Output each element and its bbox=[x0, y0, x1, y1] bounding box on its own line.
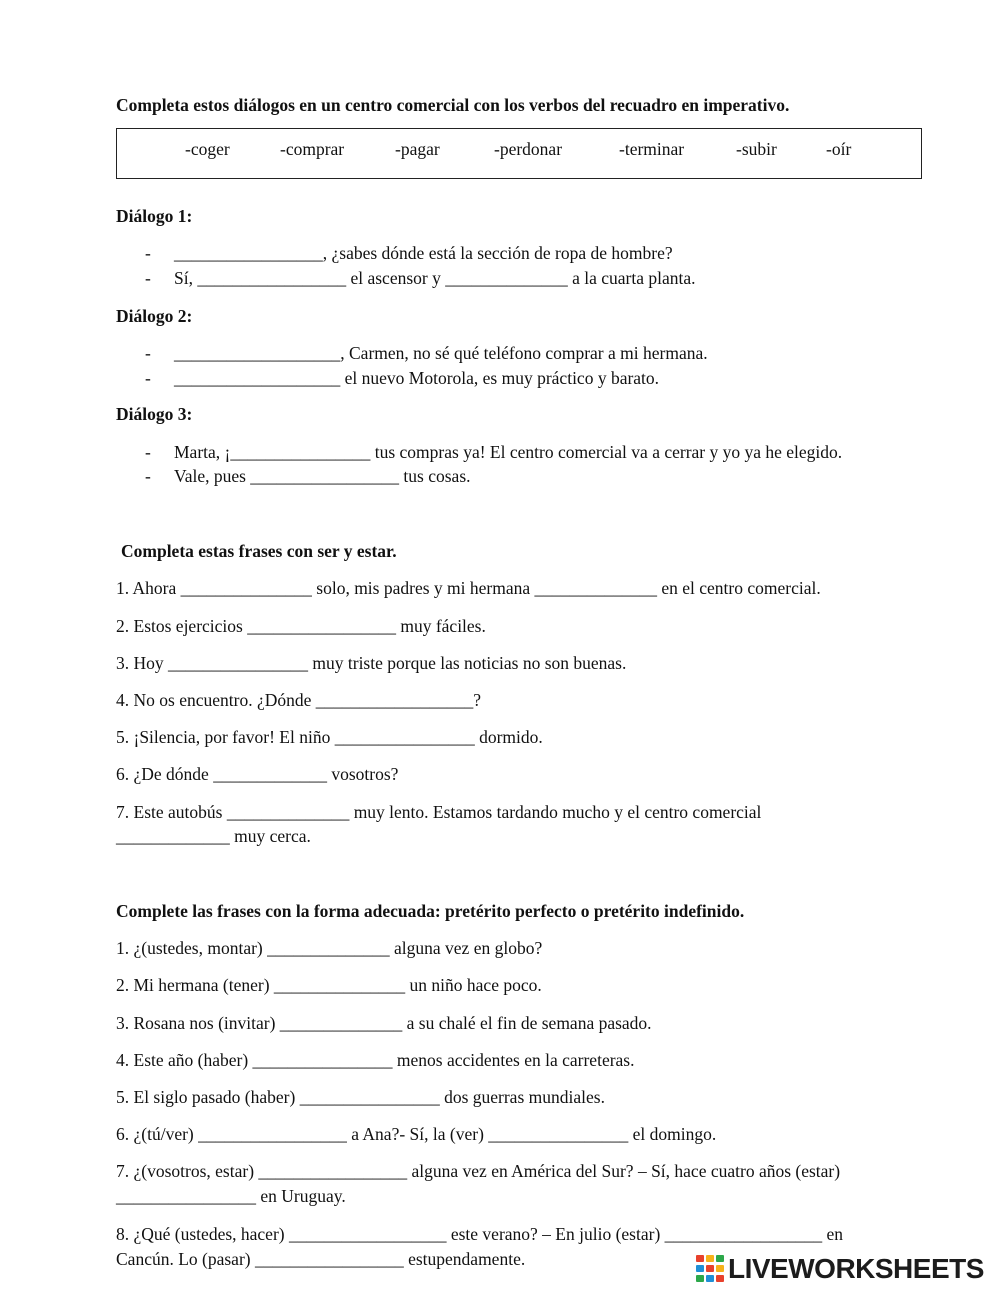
exercise-item: 5. El siglo pasado (haber) ________________ dos guerras mundiales. bbox=[116, 1087, 605, 1107]
exercise-item-continued: Cancún. Lo (pasar) _________________ estupendamente. bbox=[116, 1249, 526, 1269]
exercise-item: 4. No os encuentro. ¿Dónde __________________? bbox=[116, 690, 482, 710]
logo-block bbox=[696, 1255, 704, 1262]
verb-item: -coger bbox=[185, 139, 230, 159]
exercise-item-continued: ________________ en Uruguay. bbox=[116, 1186, 346, 1206]
logo-block bbox=[696, 1265, 704, 1272]
dialog-line: _________________, ¿sabes dónde está la sección de ropa de hombre? bbox=[174, 243, 673, 263]
logo-block bbox=[716, 1265, 724, 1272]
verb-box bbox=[116, 128, 922, 179]
exercise-item: 5. ¡Silencia, por favor! El niño ________________ dormido. bbox=[116, 727, 543, 747]
dialog3-heading: Diálogo 3: bbox=[116, 404, 193, 424]
exercise-item: 3. Hoy ________________ muy triste porque las noticias no son buenas. bbox=[116, 653, 627, 673]
exercise-item: 4. Este año (haber) ________________ menos accidentes en la carreteras. bbox=[116, 1050, 635, 1070]
liveworksheets-logo-icon bbox=[696, 1254, 726, 1284]
exercise-item: 2. Estos ejercicios _________________ muy fáciles. bbox=[116, 616, 486, 636]
dash-marker: - bbox=[145, 343, 151, 363]
verb-item: -terminar bbox=[619, 139, 685, 159]
dash-marker: - bbox=[145, 442, 151, 462]
section2-title: Completa estas frases con ser y estar. bbox=[121, 541, 397, 561]
dialog-line: Sí, _________________ el ascensor y ______________ a la cuarta planta. bbox=[174, 268, 696, 288]
dash-marker: - bbox=[145, 243, 151, 263]
exercise-item: 1. Ahora _______________ solo, mis padres y mi hermana ______________ en el centro comercial. bbox=[116, 578, 821, 598]
logo-block bbox=[716, 1255, 724, 1262]
exercise-item: 3. Rosana nos (invitar) ______________ a su chalé el fin de semana pasado. bbox=[116, 1013, 652, 1033]
dialog-line: Marta, ¡________________ tus compras ya! El centro comercial va a cerrar y yo ya he elegido. bbox=[174, 442, 843, 462]
exercise-item: 1. ¿(ustedes, montar) ______________ alguna vez en globo? bbox=[116, 938, 543, 958]
dialog2-heading: Diálogo 2: bbox=[116, 306, 193, 326]
exercise-item: 6. ¿De dónde _____________ vosotros? bbox=[116, 764, 399, 784]
exercise-item: 6. ¿(tú/ver) _________________ a Ana?- Sí, la (ver) ________________ el domingo. bbox=[116, 1124, 717, 1144]
dash-marker: - bbox=[145, 466, 151, 486]
verb-item: -pagar bbox=[395, 139, 440, 159]
liveworksheets-logo-text: LIVEWORKSHEETS bbox=[728, 1253, 984, 1284]
logo-block bbox=[706, 1275, 714, 1282]
verb-item: -oír bbox=[826, 139, 852, 159]
dialog-line: ___________________, Carmen, no sé qué teléfono comprar a mi hermana. bbox=[174, 343, 708, 363]
dialog1-heading: Diálogo 1: bbox=[116, 206, 193, 226]
exercise-item: 8. ¿Qué (ustedes, hacer) __________________ este verano? – En julio (estar) __________________ en bbox=[116, 1224, 844, 1244]
exercise-item-continued: _____________ muy cerca. bbox=[116, 826, 311, 846]
section1-title: Completa estos diálogos en un centro comercial con los verbos del recuadro en imperativo. bbox=[116, 95, 790, 115]
exercise-item: 7. Este autobús ______________ muy lento. Estamos tardando mucho y el centro comercial bbox=[116, 802, 762, 822]
verb-item: -comprar bbox=[280, 139, 345, 159]
logo-block bbox=[706, 1265, 714, 1272]
exercise-item: 2. Mi hermana (tener) _______________ un niño hace poco. bbox=[116, 975, 542, 995]
logo-block bbox=[716, 1275, 724, 1282]
logo-block bbox=[706, 1255, 714, 1262]
dash-marker: - bbox=[145, 368, 151, 388]
dialog-line: Vale, pues _________________ tus cosas. bbox=[174, 466, 471, 486]
verb-item: -perdonar bbox=[494, 139, 563, 159]
dialog-line: ___________________ el nuevo Motorola, es muy práctico y barato. bbox=[174, 368, 660, 388]
exercise-item: 7. ¿(vosotros, estar) _________________ alguna vez en América del Sur? – Sí, hace cuatro años (estar) bbox=[116, 1161, 841, 1181]
section3-title: Complete las frases con la forma adecuada: pretérito perfecto o pretérito indefinido. bbox=[116, 901, 745, 921]
verb-item: -subir bbox=[736, 139, 777, 159]
dash-marker: - bbox=[145, 268, 151, 288]
logo-block bbox=[696, 1275, 704, 1282]
